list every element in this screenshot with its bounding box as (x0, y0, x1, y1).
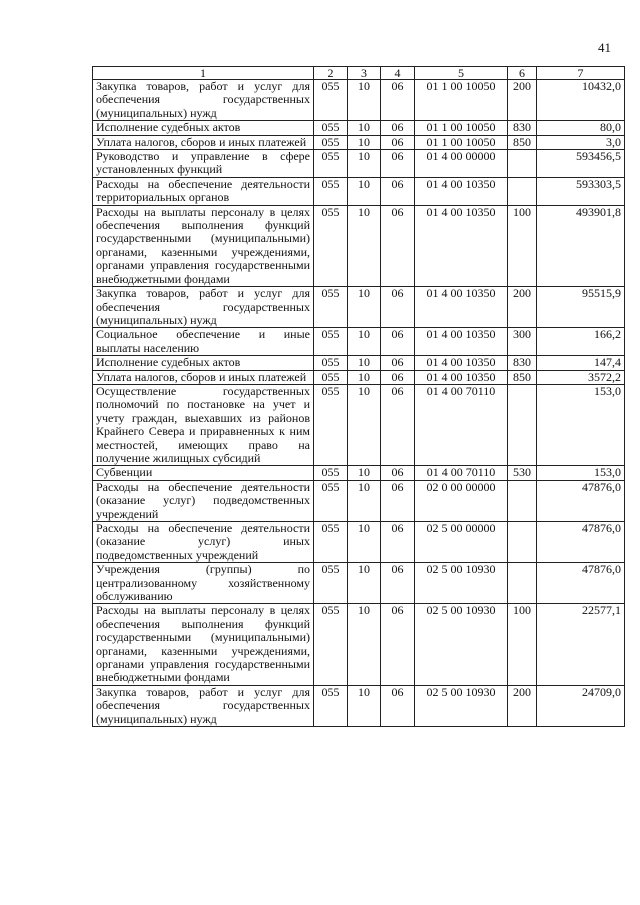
table-row (93, 604, 625, 685)
row-amount: 593303,5 (537, 177, 625, 205)
row-section: 10 (348, 384, 381, 465)
row-ministry-code: 055 (314, 604, 348, 685)
row-ministry-code: 055 (314, 205, 348, 286)
row-section: 10 (348, 685, 381, 726)
row-section: 10 (348, 563, 381, 604)
table-row (93, 563, 625, 604)
row-description: Субвенции (93, 466, 314, 480)
row-target-article: 01 4 00 10350 (415, 205, 508, 286)
row-subsection: 06 (381, 135, 415, 149)
budget-table (92, 66, 625, 727)
row-amount: 3,0 (537, 135, 625, 149)
row-subsection: 06 (381, 356, 415, 370)
row-subsection: 06 (381, 205, 415, 286)
row-expense-type: 830 (508, 121, 537, 135)
row-section: 10 (348, 522, 381, 563)
row-description: Исполнение судебных актов (93, 121, 314, 135)
row-subsection: 06 (381, 480, 415, 521)
row-target-article: 01 4 00 10350 (415, 370, 508, 384)
row-section: 10 (348, 287, 381, 328)
row-amount: 24709,0 (537, 685, 625, 726)
header-col-2: 2 (314, 67, 348, 80)
row-expense-type: 830 (508, 356, 537, 370)
row-description: Учреждения (группы) по централизованному хозяйственному обслуживанию (93, 563, 314, 604)
row-subsection: 06 (381, 328, 415, 356)
table-row (93, 356, 625, 370)
row-expense-type (508, 384, 537, 465)
row-expense-type: 100 (508, 604, 537, 685)
row-expense-type (508, 150, 537, 178)
row-section: 10 (348, 135, 381, 149)
header-row (93, 67, 625, 80)
row-subsection: 06 (381, 287, 415, 328)
header-col-3: 3 (348, 67, 381, 80)
row-section: 10 (348, 370, 381, 384)
row-ministry-code: 055 (314, 287, 348, 328)
row-expense-type: 850 (508, 135, 537, 149)
row-section: 10 (348, 356, 381, 370)
row-ministry-code: 055 (314, 356, 348, 370)
row-amount: 493901,8 (537, 205, 625, 286)
row-section: 10 (348, 80, 381, 121)
row-section: 10 (348, 150, 381, 178)
row-ministry-code: 055 (314, 80, 348, 121)
table-row (93, 370, 625, 384)
row-section: 10 (348, 604, 381, 685)
row-amount: 593456,5 (537, 150, 625, 178)
row-ministry-code: 055 (314, 522, 348, 563)
row-section: 10 (348, 328, 381, 356)
row-amount: 47876,0 (537, 480, 625, 521)
row-ministry-code: 055 (314, 563, 348, 604)
table-row (93, 522, 625, 563)
table-row (93, 384, 625, 465)
row-expense-type (508, 522, 537, 563)
row-expense-type: 200 (508, 287, 537, 328)
row-expense-type: 200 (508, 80, 537, 121)
row-description: Исполнение судебных актов (93, 356, 314, 370)
row-section: 10 (348, 466, 381, 480)
row-section: 10 (348, 177, 381, 205)
row-description: Расходы на выплаты персоналу в целях обеспечения выполнения функций государственными (муниципальными) органами, казенными учреждениями, органами управления государственными внебюджетными фондами (93, 604, 314, 685)
row-amount: 22577,1 (537, 604, 625, 685)
row-amount: 166,2 (537, 328, 625, 356)
table-row (93, 480, 625, 521)
row-section: 10 (348, 205, 381, 286)
row-target-article: 01 1 00 10050 (415, 121, 508, 135)
row-subsection: 06 (381, 121, 415, 135)
row-subsection: 06 (381, 370, 415, 384)
header-col-4: 4 (381, 67, 415, 80)
table-row (93, 121, 625, 135)
row-expense-type (508, 563, 537, 604)
row-description: Закупка товаров, работ и услуг для обеспечения государственных (муниципальных) нужд (93, 287, 314, 328)
row-ministry-code: 055 (314, 150, 348, 178)
row-amount: 95515,9 (537, 287, 625, 328)
row-target-article: 01 4 00 00000 (415, 150, 508, 178)
row-amount: 153,0 (537, 384, 625, 465)
row-ministry-code: 055 (314, 480, 348, 521)
row-subsection: 06 (381, 466, 415, 480)
table-row (93, 287, 625, 328)
row-expense-type: 530 (508, 466, 537, 480)
row-description: Уплата налогов, сборов и иных платежей (93, 370, 314, 384)
table-row (93, 466, 625, 480)
row-ministry-code: 055 (314, 121, 348, 135)
table-row (93, 177, 625, 205)
row-amount: 80,0 (537, 121, 625, 135)
row-amount: 3572,2 (537, 370, 625, 384)
row-ministry-code: 055 (314, 328, 348, 356)
row-ministry-code: 055 (314, 685, 348, 726)
header-col-5: 5 (415, 67, 508, 80)
row-target-article: 01 4 00 10350 (415, 328, 508, 356)
row-description: Осуществление государственных полномочий по постановке на учет и учету граждан, выехавших из районов Крайнего Севера и приравненных к ним местностей, имеющих право на получение жилищных субсидий (93, 384, 314, 465)
row-expense-type (508, 177, 537, 205)
row-amount: 10432,0 (537, 80, 625, 121)
page-number: 41 (598, 40, 611, 55)
row-expense-type: 300 (508, 328, 537, 356)
table-row (93, 135, 625, 149)
row-description: Социальное обеспечение и иные выплаты населению (93, 328, 314, 356)
row-amount: 153,0 (537, 466, 625, 480)
row-description: Закупка товаров, работ и услуг для обеспечения государственных (муниципальных) нужд (93, 80, 314, 121)
row-expense-type: 200 (508, 685, 537, 726)
header-col-1: 1 (93, 67, 314, 80)
row-description: Расходы на обеспечение деятельности территориальных органов (93, 177, 314, 205)
row-target-article: 01 4 00 10350 (415, 356, 508, 370)
row-description: Расходы на выплаты персоналу в целях обеспечения выполнения функций государственными (муниципальными) органами, казенными учреждениями, органами управления государственными внебюджетными фондами (93, 205, 314, 286)
row-description: Расходы на обеспечение деятельности (оказание услуг) иных подведомственных учреждений (93, 522, 314, 563)
row-target-article: 02 5 00 10930 (415, 604, 508, 685)
row-target-article: 01 4 00 70110 (415, 466, 508, 480)
row-expense-type: 100 (508, 205, 537, 286)
row-amount: 147,4 (537, 356, 625, 370)
row-section: 10 (348, 121, 381, 135)
header-col-6: 6 (508, 67, 537, 80)
row-expense-type: 850 (508, 370, 537, 384)
table-row (93, 150, 625, 178)
row-subsection: 06 (381, 177, 415, 205)
row-target-article: 01 4 00 10350 (415, 177, 508, 205)
row-amount: 47876,0 (537, 563, 625, 604)
header-col-7: 7 (537, 67, 625, 80)
row-subsection: 06 (381, 80, 415, 121)
row-description: Расходы на обеспечение деятельности (оказание услуг) подведомственных учреждений (93, 480, 314, 521)
row-target-article: 02 5 00 00000 (415, 522, 508, 563)
row-subsection: 06 (381, 150, 415, 178)
row-ministry-code: 055 (314, 135, 348, 149)
row-section: 10 (348, 480, 381, 521)
row-target-article: 02 0 00 00000 (415, 480, 508, 521)
row-subsection: 06 (381, 522, 415, 563)
row-expense-type (508, 480, 537, 521)
row-target-article: 02 5 00 10930 (415, 563, 508, 604)
row-target-article: 02 5 00 10930 (415, 685, 508, 726)
row-ministry-code: 055 (314, 177, 348, 205)
row-target-article: 01 4 00 10350 (415, 287, 508, 328)
row-subsection: 06 (381, 685, 415, 726)
row-description: Руководство и управление в сфере установленных функций (93, 150, 314, 178)
row-subsection: 06 (381, 563, 415, 604)
row-target-article: 01 1 00 10050 (415, 135, 508, 149)
table-row (93, 685, 625, 726)
row-subsection: 06 (381, 604, 415, 685)
row-ministry-code: 055 (314, 370, 348, 384)
row-ministry-code: 055 (314, 466, 348, 480)
row-description: Уплата налогов, сборов и иных платежей (93, 135, 314, 149)
row-subsection: 06 (381, 384, 415, 465)
table-row (93, 205, 625, 286)
row-ministry-code: 055 (314, 384, 348, 465)
budget-table-container (92, 66, 624, 727)
row-target-article: 01 1 00 10050 (415, 80, 508, 121)
row-target-article: 01 4 00 70110 (415, 384, 508, 465)
row-amount: 47876,0 (537, 522, 625, 563)
table-row (93, 328, 625, 356)
table-row (93, 80, 625, 121)
row-description: Закупка товаров, работ и услуг для обеспечения государственных (муниципальных) нужд (93, 685, 314, 726)
